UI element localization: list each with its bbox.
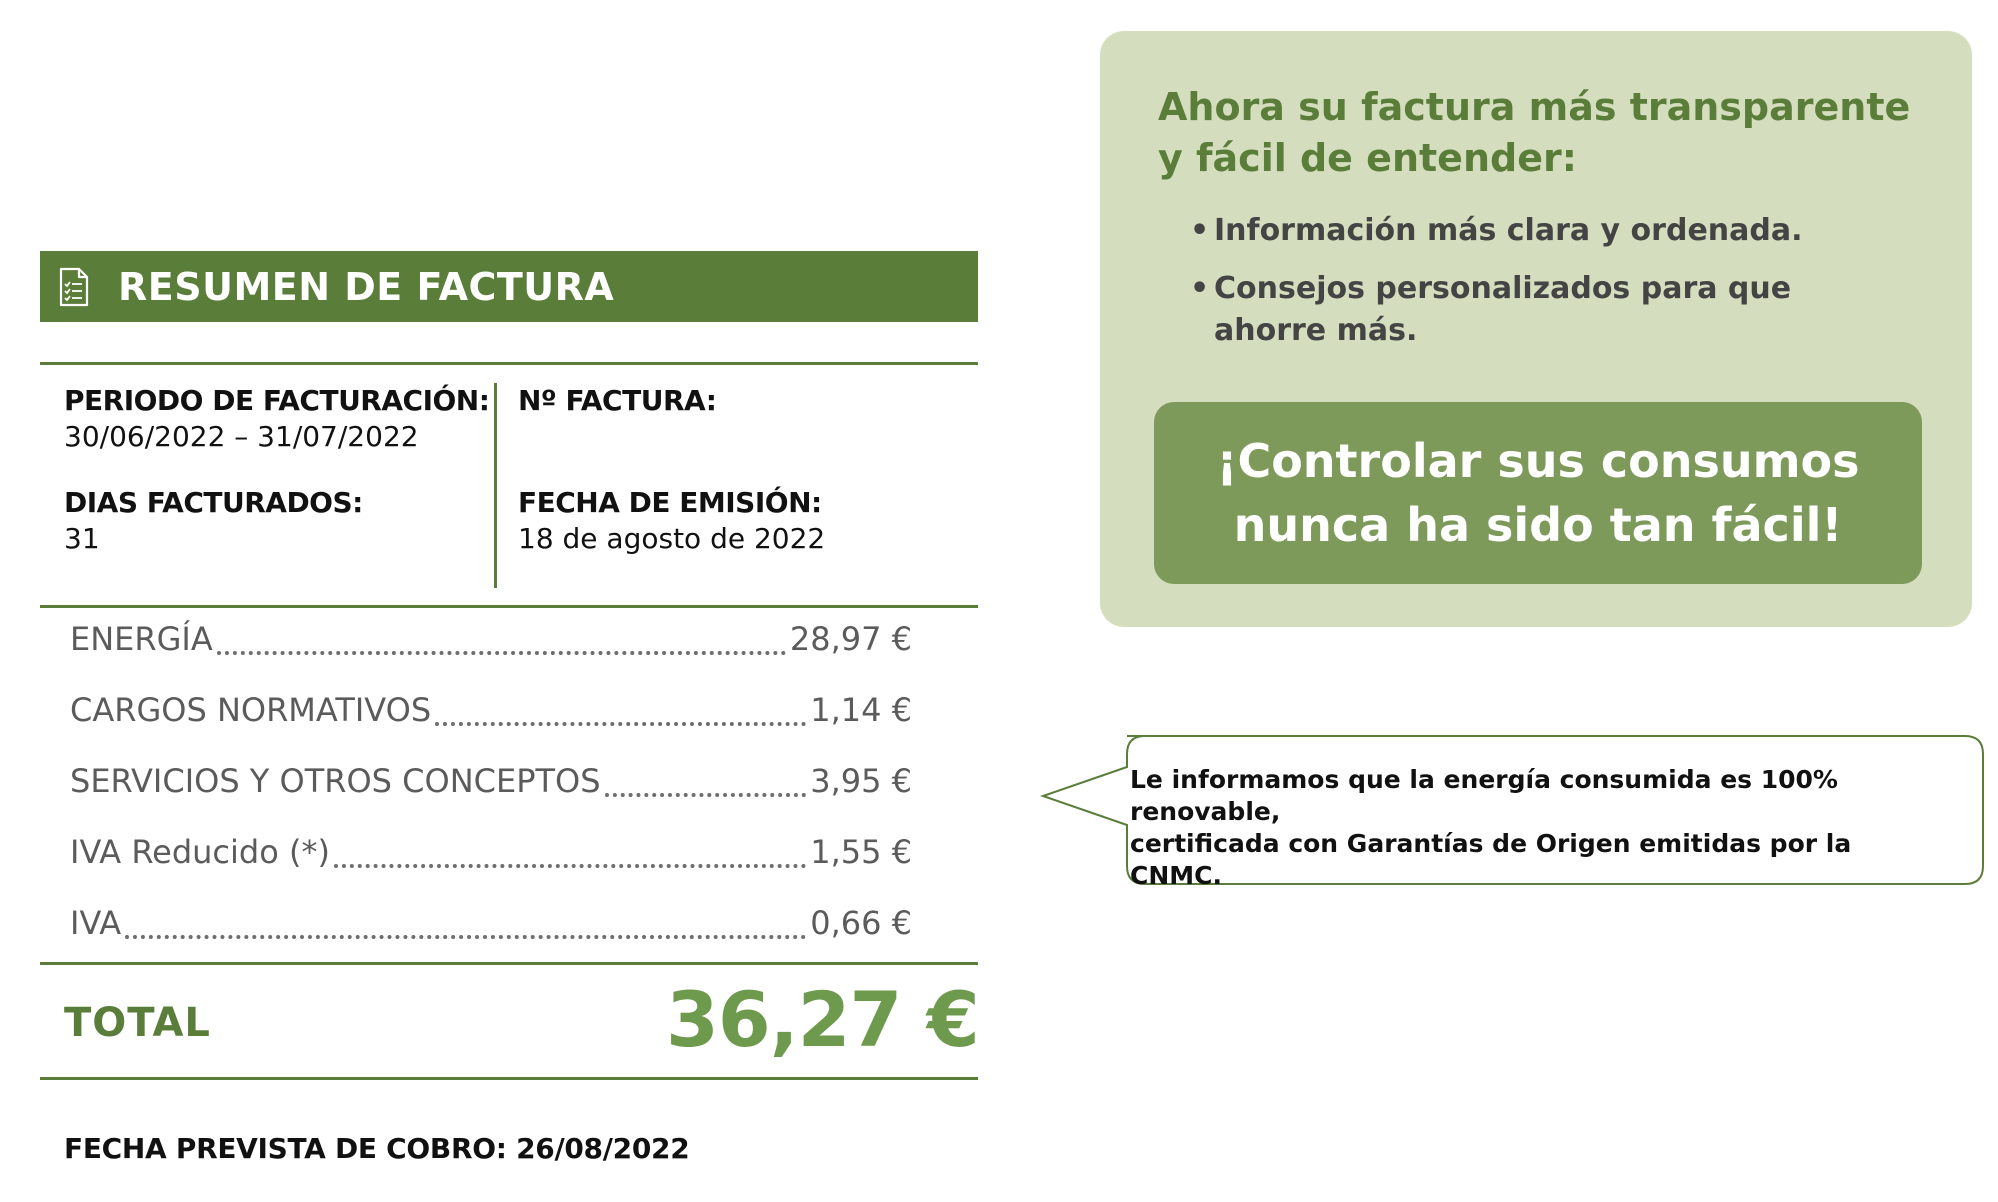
dot-leader — [217, 650, 786, 655]
line-item — [70, 762, 912, 806]
promo-bullet-line: Consejos personalizados para que — [1214, 271, 1792, 306]
line-item-label: IVA Reducido (*) — [70, 833, 330, 871]
dot-leader — [605, 792, 807, 797]
divider-vertical — [494, 383, 497, 588]
line-item-label: IVA — [70, 904, 122, 942]
promo-heading — [1158, 82, 1918, 184]
bullet-icon: • — [1190, 213, 1210, 248]
divider-total-bottom — [40, 1077, 978, 1080]
renewable-energy-notice — [1130, 764, 1950, 892]
cta-line: nunca ha sido tan fácil! — [1233, 498, 1843, 552]
promo-bullet-line: Información más clara y ordenada. — [1214, 213, 1803, 248]
billed-days-value: 31 — [64, 522, 100, 555]
promo-bullet-line: ahorre más. — [1214, 313, 1418, 348]
divider-total-top — [40, 962, 978, 965]
line-item-value: 1,14 € — [810, 691, 912, 729]
cta-line: ¡Controlar sus consumos — [1216, 434, 1860, 488]
dot-leader — [435, 721, 806, 726]
notice-line: Le informamos que la energía consumida es 100% renovable, — [1130, 765, 1838, 826]
billing-period-value: 30/06/2022 – 31/07/2022 — [64, 420, 419, 453]
total-amount: 36,27 € — [666, 975, 979, 1064]
line-item — [70, 904, 912, 948]
bullet-icon: • — [1190, 271, 1210, 306]
billing-period-label: PERIODO DE FACTURACIÓN: — [64, 384, 490, 417]
line-item — [70, 833, 912, 877]
cta-banner[interactable] — [1154, 402, 1922, 584]
line-item-value: 0,66 € — [810, 904, 912, 942]
line-item-value: 1,55 € — [810, 833, 912, 871]
divider-top — [40, 362, 978, 365]
promo-bullet-text — [1214, 268, 1791, 352]
line-item-value: 3,95 € — [810, 762, 912, 800]
line-item-label: SERVICIOS Y OTROS CONCEPTOS — [70, 762, 601, 800]
summary-title: RESUMEN DE FACTURA — [118, 264, 615, 309]
issue-date-value: 18 de agosto de 2022 — [518, 522, 826, 555]
line-item — [70, 620, 912, 664]
dot-leader — [125, 934, 806, 939]
dot-leader — [334, 863, 806, 868]
promo-bullet — [1190, 268, 1870, 352]
line-item — [70, 691, 912, 735]
line-item-value: 28,97 € — [789, 620, 912, 658]
total-label: TOTAL — [64, 1000, 211, 1046]
expected-collection-date: FECHA PREVISTA DE COBRO: 26/08/2022 — [64, 1132, 690, 1165]
invoice-number-label: Nº FACTURA: — [518, 384, 717, 417]
promo-bullet — [1190, 210, 1870, 252]
promo-heading-line: Ahora su factura más transparente — [1158, 85, 1911, 129]
summary-header — [40, 251, 978, 322]
notice-line: certificada con Garantías de Origen emitidas por la CNMC. — [1130, 829, 1852, 890]
promo-bullet-text — [1214, 210, 1803, 252]
billed-days-label: DIAS FACTURADOS: — [64, 486, 363, 519]
line-item-label: CARGOS NORMATIVOS — [70, 691, 432, 729]
document-checklist-icon — [56, 267, 92, 307]
line-item-label: ENERGÍA — [70, 620, 213, 658]
divider-items-top — [40, 605, 978, 608]
issue-date-label: FECHA DE EMISIÓN: — [518, 486, 822, 519]
promo-heading-line: y fácil de entender: — [1158, 136, 1577, 180]
